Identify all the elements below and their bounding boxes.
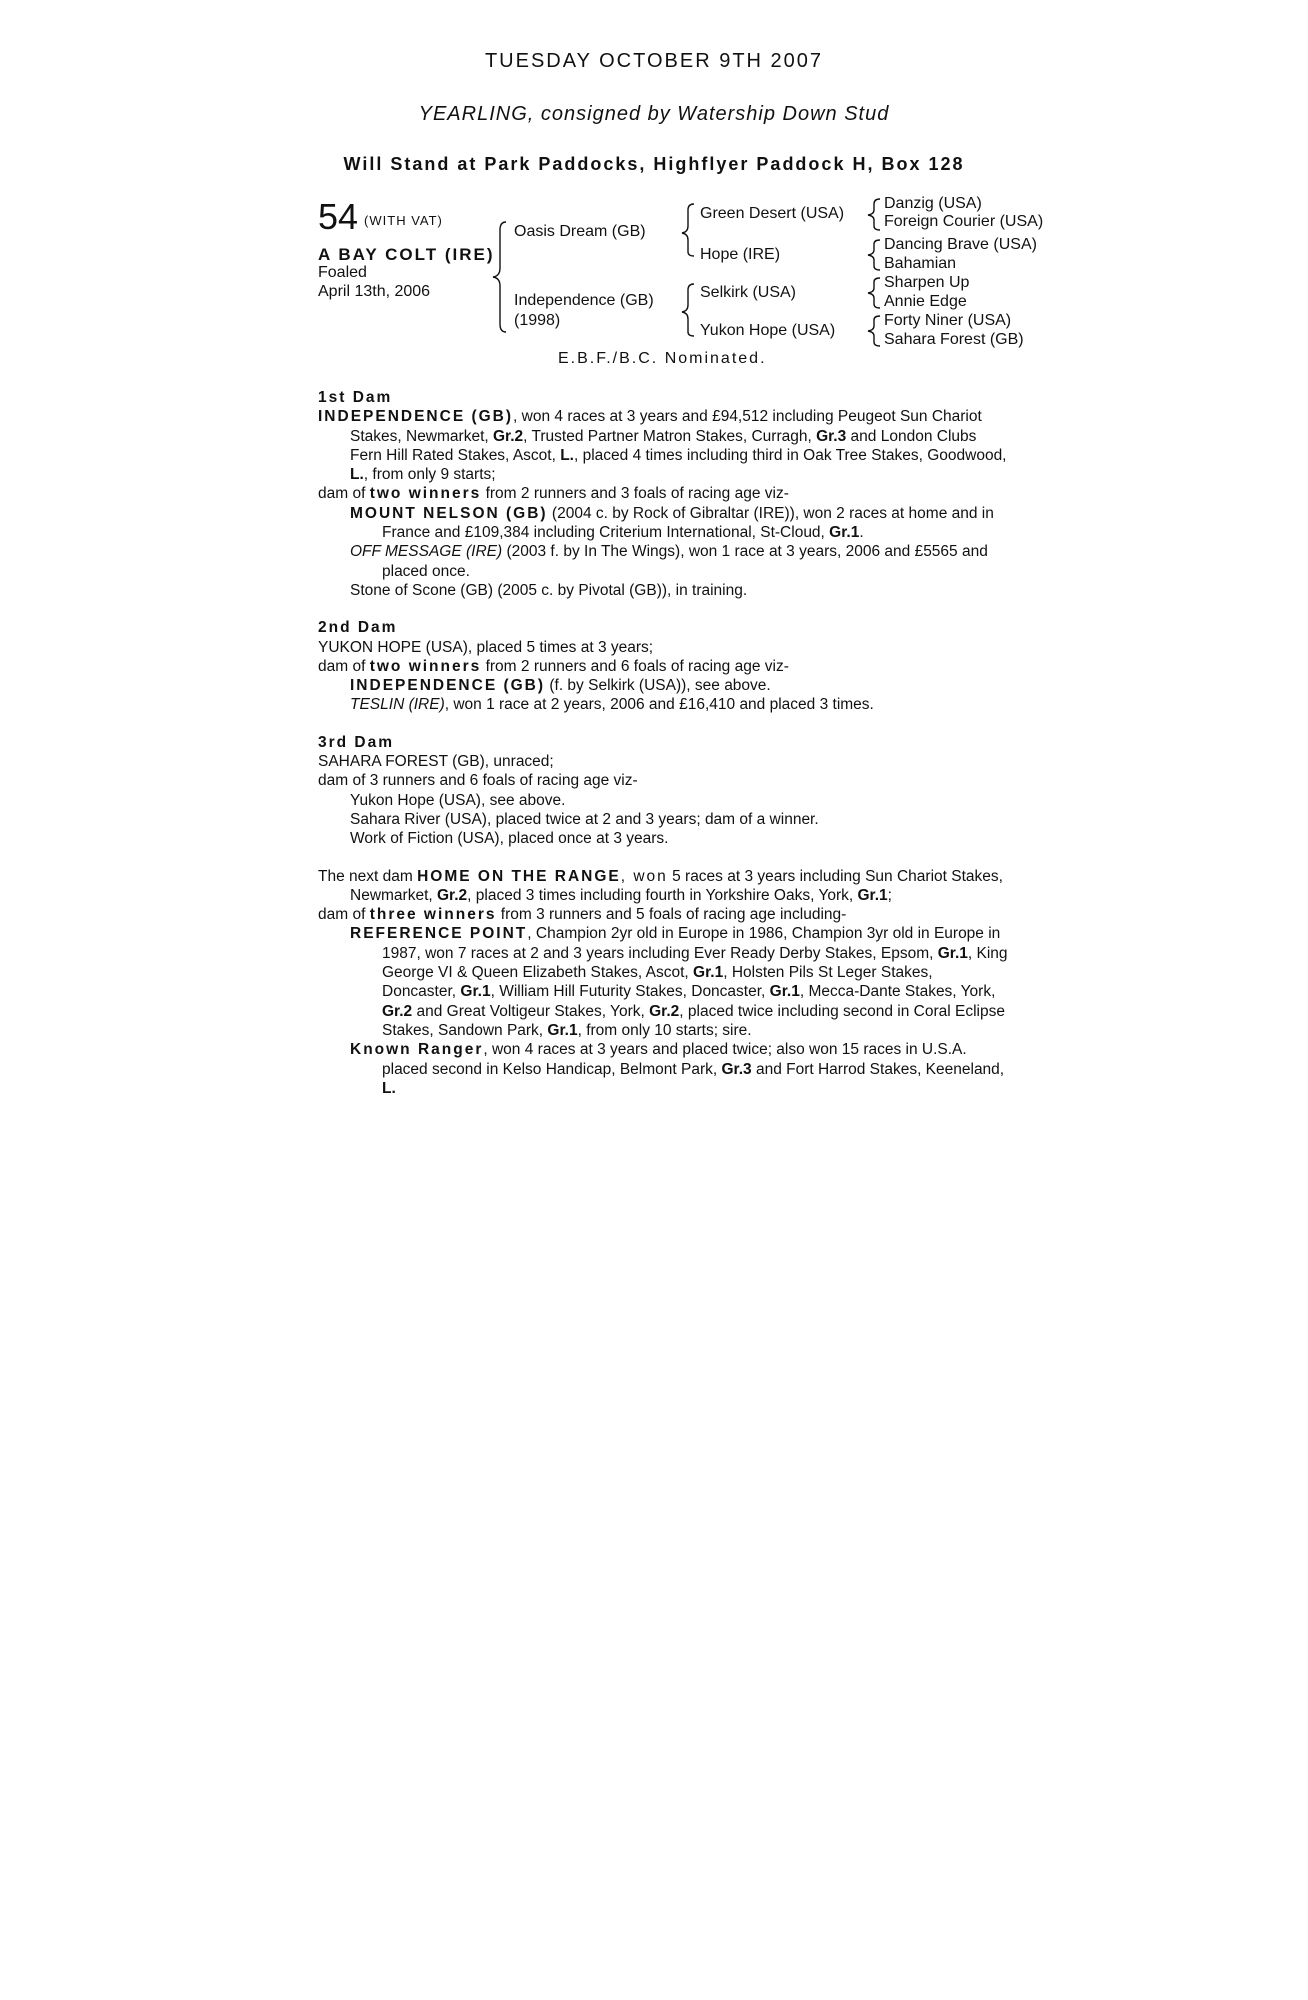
second-dam-heading: 2nd Dam bbox=[318, 619, 398, 637]
g-bracket-3 bbox=[868, 278, 880, 308]
lot-number-block bbox=[318, 196, 443, 238]
first-dam-produce-summary: dam of two winners from 2 runners and 3 foals of racing age viz- bbox=[318, 485, 789, 503]
foaled-date: April 13th, 2006 bbox=[318, 283, 431, 300]
second-dam-produce-summary: dam of two winners from 2 runners and 6 foals of racing age viz- bbox=[318, 657, 789, 675]
third-dam-produce-1: Yukon Hope (USA), see above. bbox=[350, 791, 566, 809]
third-dam-produce-2: Sahara River (USA), placed twice at 2 and 3 years; dam of a winner. bbox=[350, 810, 819, 828]
granddam-4: Sahara Forest (GB) bbox=[884, 331, 1024, 348]
second-dam-produce-2: TESLIN (IRE), won 1 race at 2 years, 2006 and £16,410 and placed 3 times. bbox=[350, 696, 874, 714]
grandsire-4: Forty Niner (USA) bbox=[884, 312, 1012, 329]
sire-dam: Hope (IRE) bbox=[700, 246, 781, 263]
next-dam-produce-2: Known Ranger, won 4 races at 3 years and placed twice; also won 15 races in U.S.A. placed second in Kelso Handicap, Belmont Park, Gr.3 and Fort Harrod Stakes, Keeneland, L. bbox=[350, 1041, 1005, 1097]
lot-number: 54 bbox=[318, 196, 359, 237]
third-dam-produce-summary: dam of 3 runners and 6 foals of racing age viz- bbox=[318, 772, 638, 790]
dam-dam: Yukon Hope (USA) bbox=[700, 322, 836, 339]
sire: Oasis Dream (GB) bbox=[514, 223, 646, 240]
next-dam-produce-summary: dam of three winners from 3 runners and 5 foals of racing age including- bbox=[318, 906, 847, 924]
second-dam-record: YUKON HOPE (USA), placed 5 times at 3 years; bbox=[318, 638, 654, 656]
main-bracket bbox=[493, 222, 506, 332]
g-bracket-1 bbox=[868, 199, 880, 230]
sire-bracket bbox=[682, 204, 694, 256]
first-dam-produce-1: MOUNT NELSON (GB) (2004 c. by Rock of Gibraltar (IRE)), won 2 races at home and in France and £109,384 including Criterium International, St-Cloud, Gr.1. bbox=[350, 504, 994, 542]
next-dam-produce-1: REFERENCE POINT, Champion 2yr old in Europe in 1986, Champion 3yr old in Europe in 1987, won 7 races at 2 and 3 years including Ever Ready Derby Stakes, Epsom, Gr.1, King George VI & Queen Elizabeth Stakes, Ascot, Gr.1, Holsten Pils St Leger Stakes, Doncaster, Gr.1, William Hill Futurity Stakes, Doncaster, Gr.1, Mecca-Dante Stakes, York, Gr.2 and Great Voltigeur Stakes, York, Gr.2, placed twice including second in Coral Eclipse Stakes, Sandown Park, Gr.1, from only 10 starts; sire. bbox=[350, 925, 1008, 1039]
lot-description: A BAY COLT (IRE) bbox=[318, 245, 495, 264]
grandsire-1: Danzig (USA) bbox=[884, 195, 982, 212]
first-dam-produce-2: OFF MESSAGE (IRE) (2003 f. by In The Wings), won 1 race at 3 years, 2006 and £5565 and placed once. bbox=[350, 543, 988, 580]
first-dam-name: INDEPENDENCE (GB) bbox=[318, 408, 514, 426]
dam-year: (1998) bbox=[514, 312, 561, 329]
vat-note: (WITH VAT) bbox=[364, 213, 443, 228]
catalogue-text bbox=[318, 388, 1008, 1098]
third-dam-heading: 3rd Dam bbox=[318, 733, 395, 751]
third-dam-record: SAHARA FOREST (GB), unraced; bbox=[318, 753, 554, 771]
foaled-label: Foaled bbox=[318, 264, 367, 281]
granddam-2: Bahamian bbox=[884, 255, 957, 272]
granddam-3: Annie Edge bbox=[884, 293, 967, 310]
next-dam-name: HOME ON THE RANGE bbox=[417, 867, 621, 885]
first-dam-record: INDEPENDENCE (GB), won 4 races at 3 years and £94,512 including Peugeot Sun Chariot Stakes, Newmarket, Gr.2, Trusted Partner Matron Stakes, Curragh, Gr.3 and London Clubs Fern Hill Rated Stakes, Ascot, L., placed 4 times including third in Oak Tree Stakes, Goodwood, L., from only 9 starts; bbox=[318, 408, 1007, 484]
second-dam-produce-1: INDEPENDENCE (GB) (f. by Selkirk (USA)), see above. bbox=[350, 677, 771, 695]
dam-bracket bbox=[682, 284, 694, 336]
third-dam-produce-3: Work of Fiction (USA), placed once at 3 years. bbox=[350, 830, 669, 848]
nomination-note: E.B.F./B.C. Nominated. bbox=[558, 350, 767, 367]
stand-location: Will Stand at Park Paddocks, Highflyer Paddock H, Box 128 bbox=[343, 154, 965, 174]
first-dam-heading: 1st Dam bbox=[318, 389, 393, 406]
granddam-1: Foreign Courier (USA) bbox=[884, 213, 1044, 230]
sire-sire: Green Desert (USA) bbox=[700, 205, 845, 222]
grandsire-3: Sharpen Up bbox=[884, 274, 970, 291]
first-dam-produce-3: Stone of Scone (GB) (2005 c. by Pivotal (GB)), in training. bbox=[350, 581, 748, 599]
grandsire-2: Dancing Brave (USA) bbox=[884, 236, 1037, 253]
sale-date: TUESDAY OCTOBER 9TH 2007 bbox=[484, 50, 824, 72]
dam-sire: Selkirk (USA) bbox=[700, 284, 797, 301]
g-bracket-4 bbox=[868, 316, 880, 346]
g-bracket-2 bbox=[868, 240, 880, 270]
next-dam-record: The next dam HOME ON THE RANGE, won 5 races at 3 years including Sun Chariot Stakes, Newmarket, Gr.2, placed 3 times including fourth in Yorkshire Oaks, York, Gr.1; bbox=[318, 867, 1003, 904]
dam: Independence (GB) bbox=[514, 292, 654, 309]
consignment-line: YEARLING, consigned by Watership Down Stud bbox=[418, 103, 890, 125]
